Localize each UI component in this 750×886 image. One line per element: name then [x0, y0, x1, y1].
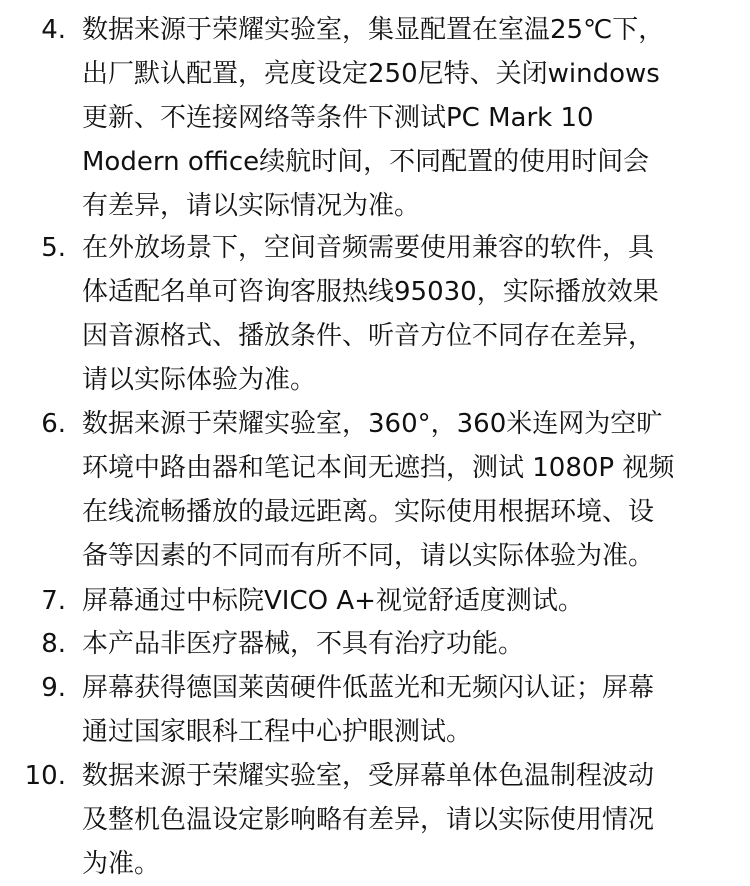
note-line: 数据来源于荣耀实验室，受屏幕单体色温制程波动 [82, 761, 655, 791]
note-number: 6. [41, 409, 66, 439]
note-number: 7. [41, 586, 66, 616]
note-line: 请以实际体验为准。 [82, 365, 317, 395]
note-text [82, 754, 722, 886]
note-text [82, 666, 722, 754]
note-line: 为准。 [82, 849, 161, 879]
note-line: 体适配名单可咨询客服热线95030，实际播放效果 [82, 277, 659, 307]
note-line: 本产品非医疗器械，不具有治疗功能。 [82, 629, 525, 659]
note-text [82, 402, 722, 578]
note-line: 更新、不连接网络等条件下测试PC Mark 10 [82, 103, 594, 133]
note-line: 有差异，请以实际情况为准。 [82, 191, 421, 221]
note-number: 10. [24, 761, 66, 791]
note-line: Modern office续航时间，不同配置的使用时间会 [82, 147, 650, 177]
note-line: 出厂默认配置，亮度设定250尼特、关闭windows [82, 59, 660, 89]
note-number: 4. [41, 15, 66, 45]
note-line: 屏幕通过中标院VICO A+视觉舒适度测试。 [82, 586, 584, 616]
note-text [82, 226, 722, 402]
note-text [82, 579, 722, 623]
note-line: 通过国家眼科工程中心护眼测试。 [82, 717, 473, 747]
note-number: 9. [41, 673, 66, 703]
note-number: 5. [41, 233, 66, 263]
note-line: 因音源格式、播放条件、听音方位不同存在差异， [82, 321, 655, 351]
note-text [82, 622, 722, 666]
note-line: 环境中路由器和笔记本间无遮挡，测试 1080P 视频 [82, 453, 675, 483]
note-line: 数据来源于荣耀实验室，集显配置在室温25℃下， [82, 15, 665, 45]
note-number: 8. [41, 629, 66, 659]
note-line: 数据来源于荣耀实验室，360°，360米连网为空旷 [82, 409, 663, 439]
note-line: 及整机色温设定影响略有差异，请以实际使用情况 [82, 805, 655, 835]
note-line: 备等因素的不同而有所不同，请以实际体验为准。 [82, 541, 655, 571]
note-line: 在外放场景下，空间音频需要使用兼容的软件，具 [82, 233, 655, 263]
note-line: 屏幕获得德国莱茵硬件低蓝光和无频闪认证；屏幕 [82, 673, 655, 703]
note-line: 在线流畅播放的最远距离。实际使用根据环境、设 [82, 497, 655, 527]
note-text [82, 8, 722, 228]
